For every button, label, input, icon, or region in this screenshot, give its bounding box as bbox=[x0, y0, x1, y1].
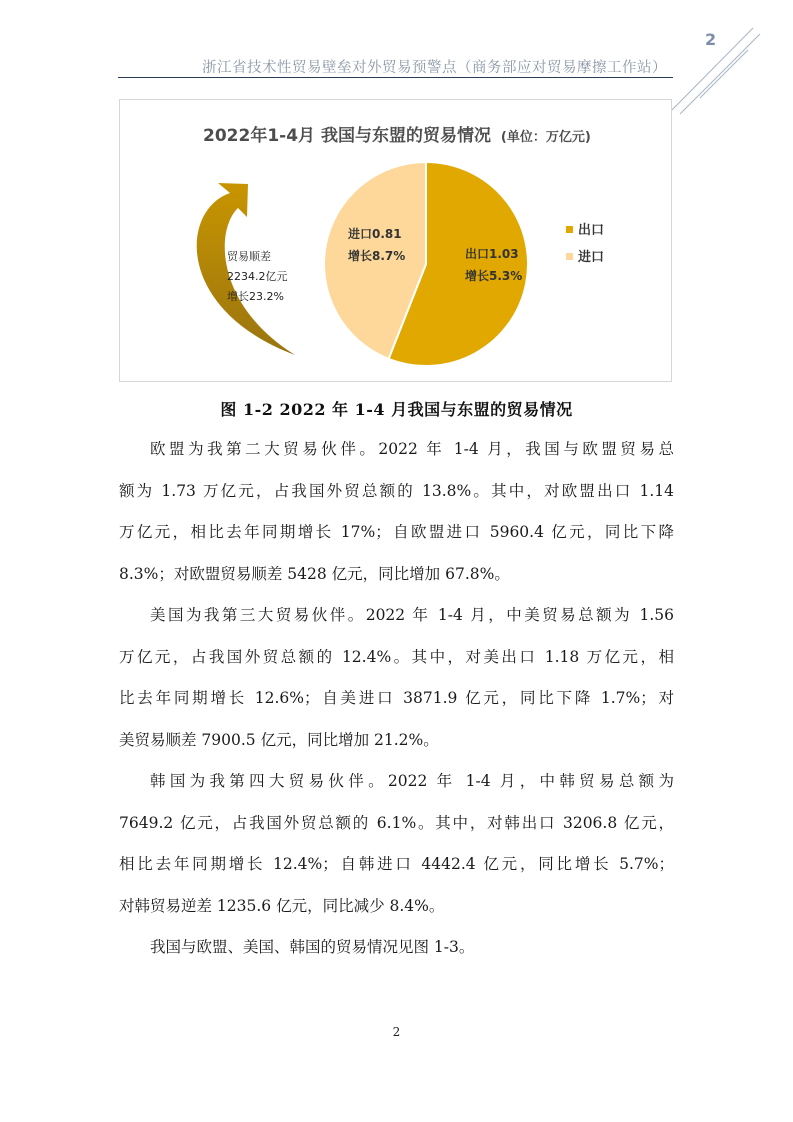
paragraph-line: 对韩贸易逆差 1235.6 亿元，同比减少 8.4%。 bbox=[119, 896, 445, 915]
paragraph-line: 比去年同期增长 12.6%；自美进口 3871.9 亿元，同比下降 1.7%；对 bbox=[119, 689, 674, 707]
paragraph-line: 额为 1.73 万亿元，占我国外贸总额的 13.8%。其中，对欧盟出口 1.14 bbox=[119, 481, 674, 500]
pie-slices bbox=[324, 162, 528, 366]
pie-slice-label: 出口1.03 增长5.3% bbox=[465, 247, 523, 283]
chart-title bbox=[203, 125, 591, 146]
corner-decoration bbox=[660, 20, 770, 120]
paragraph-line: 相比去年同期增长 12.4%；自韩进口 4442.4 亿元，同比增长 5.7%； bbox=[119, 855, 674, 873]
paragraph-line: 7649.2 亿元，占我国外贸总额的 6.1%。其中，对韩出口 3206.8 亿元， bbox=[119, 813, 674, 832]
paragraph-line: 8.3%；对欧盟贸易顺差 5428 亿元，同比增加 67.8%。 bbox=[119, 564, 510, 583]
paragraph-line: 美国为我第三大贸易伙伴。2022 年 1-4 月，中美贸易总额为 1.56 bbox=[150, 606, 674, 624]
pie-chart bbox=[120, 100, 673, 383]
figure-caption: 图 1-2 2022 年 1-4 月我国与东盟的贸易情况 bbox=[220, 400, 573, 419]
legend-swatch bbox=[566, 253, 573, 260]
paragraph-reference bbox=[119, 927, 674, 969]
paragraph-line: 韩国为我第四大贸易伙伴。2022 年 1-4 月，中韩贸易总额为 bbox=[150, 772, 674, 790]
paragraph-eu bbox=[119, 429, 674, 595]
pie-chart-panel bbox=[119, 99, 672, 382]
paragraph-line: 欧盟为我第二大贸易伙伴。2022 年 1-4 月，我国与欧盟贸易总 bbox=[150, 440, 674, 458]
legend-label: 进口 bbox=[578, 250, 605, 265]
header-divider bbox=[118, 77, 673, 78]
chart-unit: (单位：万亿元) bbox=[500, 130, 591, 145]
surplus-label: 贸易顺差 2234.2亿元 增长23.2% bbox=[227, 250, 288, 303]
chart-title-main: 2022年1-4月 我国与东盟的贸易情况 bbox=[203, 126, 491, 146]
header-page-number: 2 bbox=[705, 30, 717, 49]
pie-slice-label: 进口0.81 增长8.7% bbox=[348, 227, 406, 263]
legend-label: 出口 bbox=[578, 223, 605, 238]
chart-legend bbox=[566, 222, 604, 265]
paragraph-korea bbox=[119, 761, 674, 927]
paragraph-line: 美贸易顺差 7900.5 亿元，同比增加 21.2%。 bbox=[119, 730, 439, 749]
paragraph-line: 万亿元，相比去年同期增长 17%；自欧盟进口 5960.4 亿元，同比下降 bbox=[119, 523, 674, 541]
footer-page-number: 2 bbox=[392, 1025, 401, 1039]
curved-arrow-icon bbox=[197, 183, 295, 355]
paragraph-line: 万亿元，占我国外贸总额的 12.4%。其中，对美出口 1.18 万亿元，相 bbox=[119, 647, 674, 666]
legend-swatch bbox=[566, 226, 573, 233]
header-title: 浙江省技术性贸易壁垒对外贸易预警点（商务部应对贸易摩擦工作站） bbox=[202, 60, 667, 76]
paragraph-line: 我国与欧盟、美国、韩国的贸易情况见图 1-3。 bbox=[150, 938, 475, 956]
paragraph-us bbox=[119, 595, 674, 761]
